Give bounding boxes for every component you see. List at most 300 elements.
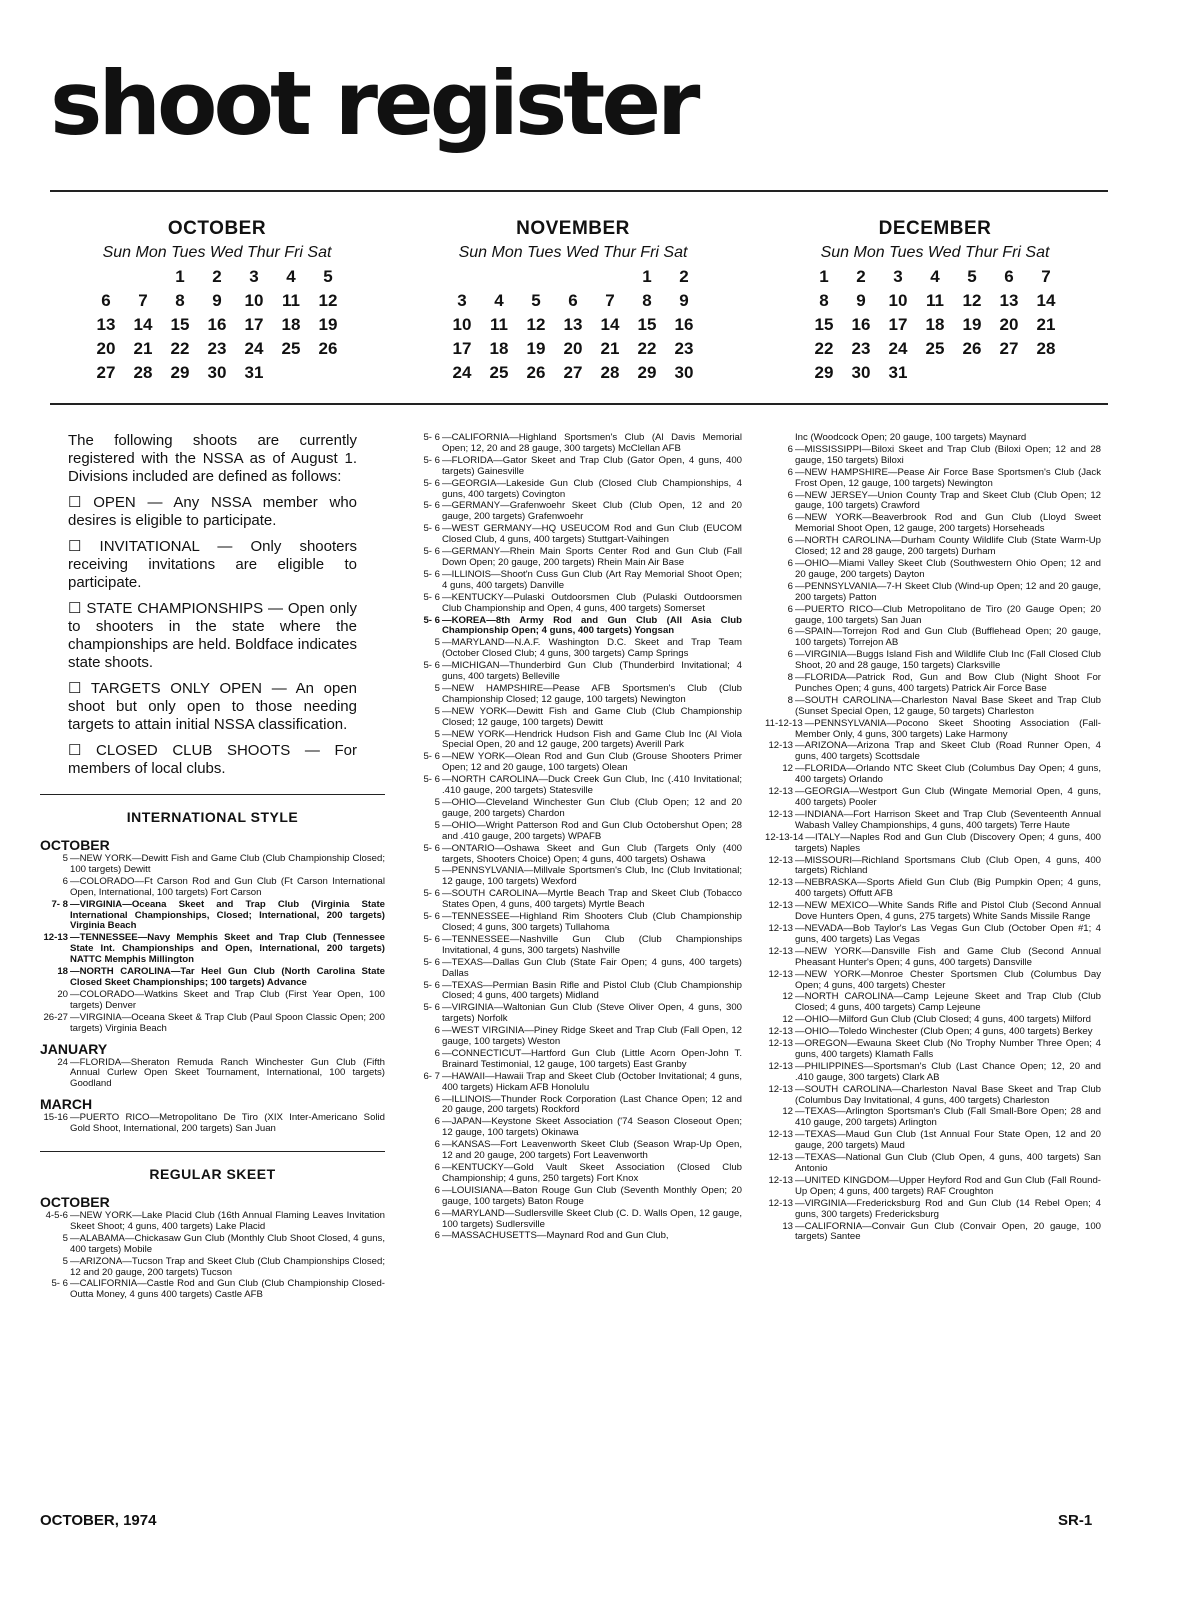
calendar-day bbox=[125, 265, 162, 289]
shoot-entry bbox=[412, 935, 742, 957]
shoot-details: —KANSAS—Fort Leavenworth Skeet Club (Season Wrap-Up Open, 12 and 20 gauge, 200 targets) Fort Leavenworth bbox=[442, 1139, 742, 1162]
calendar-day: 9 bbox=[856, 291, 866, 310]
shoot-entry bbox=[40, 1257, 385, 1279]
calendar-day: 28 bbox=[133, 363, 153, 382]
shoot-entry bbox=[412, 547, 742, 569]
shoot-date: 12-13 bbox=[768, 1083, 793, 1095]
shoot-date: 12-13 bbox=[768, 968, 793, 980]
calendar-day: 2 bbox=[679, 267, 689, 286]
shoot-entry bbox=[412, 798, 742, 820]
shoot-date: 12 bbox=[782, 763, 793, 775]
shoot-entry bbox=[412, 479, 742, 501]
shoot-date: 15-16 bbox=[43, 1112, 68, 1124]
shoot-date: 6 bbox=[434, 1093, 440, 1105]
calendar-day: 27 bbox=[563, 363, 583, 382]
shoot-date: 6 bbox=[434, 1184, 440, 1196]
shoot-date: 5- 6 bbox=[423, 454, 440, 466]
shoot-details: —NORTH CAROLINA—Durham County Wildlife Club (State Warm-Up Closed; 12 and 28 gauge, 200 targets) Durham bbox=[795, 535, 1101, 558]
division-state-championships: ☐ STATE CHAMPIONSHIPS — Open only to shooters in the state where the championships are held. Boldface indicates state shoots. bbox=[68, 600, 357, 671]
month-heading: OCTOBER bbox=[40, 1194, 110, 1211]
shoot-date: 12-13 bbox=[768, 854, 793, 866]
shoot-entry bbox=[412, 433, 742, 455]
shoot-details: —UNITED KINGDOM—Upper Heyford Rod and Gun Club (Fall Round-Up Open; 4 guns, 400 targets) RAF Croughton bbox=[795, 1174, 1101, 1197]
shoot-entry bbox=[412, 661, 742, 683]
shoot-details: —FLORIDA—Patrick Rod, Gun and Bow Club (Night Shoot For Punches Open; 4 guns, 400 targets) Patrick Air Force Base bbox=[795, 672, 1101, 694]
calendar-day: 30 bbox=[674, 363, 694, 382]
shoot-entry bbox=[765, 741, 1101, 763]
shoot-entry bbox=[765, 833, 1101, 855]
calendar-day: 14 bbox=[600, 315, 620, 334]
shoot-date: 5- 6 bbox=[423, 956, 440, 968]
shoot-date: 5- 6 bbox=[423, 568, 440, 580]
calendar-day: 18 bbox=[925, 315, 945, 334]
shoot-date: 5- 6 bbox=[423, 591, 440, 603]
calendar-day: 24 bbox=[244, 339, 264, 358]
shoot-details: —LOUISIANA—Baton Rouge Gun Club (Seventh Monthly Open; 20 gauge, 100 targets) Baton Rouge bbox=[442, 1184, 742, 1207]
shoot-entry bbox=[765, 1039, 1101, 1061]
calendar-day: 7 bbox=[1041, 267, 1051, 286]
shoot-entry bbox=[765, 468, 1101, 490]
shoot-details: —GERMANY—Grafenwoehr Skeet Club (Club Open, 12 and 20 gauge, 200 targets) Grafenwoehr bbox=[442, 500, 742, 523]
shoot-entry bbox=[412, 593, 742, 615]
calendar-day: 14 bbox=[1036, 291, 1056, 310]
shoot-date: 5- 6 bbox=[423, 888, 440, 900]
shoot-details: —ILLINOIS—Shoot'n Cuss Gun Club (Art Ray Memorial Shoot Open; 4 guns, 400 targets) Danville bbox=[442, 568, 742, 591]
calendar-day: 6 bbox=[1004, 267, 1014, 286]
shoot-entry bbox=[40, 1279, 385, 1301]
shoot-date: 4-5-6 bbox=[45, 1210, 68, 1222]
shoot-date: 5- 6 bbox=[423, 432, 440, 443]
shoot-details: —COLORADO—Watkins Skeet and Trap Club (First Year Open, 100 targets) Denver bbox=[70, 988, 385, 1011]
shoot-details: —NEVADA—Bob Taylor's Las Vegas Gun Club (October Open #1; 4 guns, 400 targets) Las Vegas bbox=[795, 922, 1101, 945]
shoot-entry bbox=[412, 912, 742, 934]
intro-paragraph: The following shoots are currently registered with the NSSA as of August 1. Divisions included are defined as follows: bbox=[68, 432, 357, 485]
shoot-entry bbox=[40, 1058, 385, 1091]
shoot-details: —NEW YORK—Beaverbrook Rod and Gun Club (Lloyd Sweet Memorial Shoot Open, 12 gauge, 200 targets) Horseheads bbox=[795, 512, 1101, 535]
shoot-date: 5- 6 bbox=[423, 660, 440, 672]
calendar-day: 16 bbox=[851, 315, 871, 334]
shoot-date: 12-13 bbox=[768, 1060, 793, 1072]
shoot-details: —TENNESSEE—Nashville Gun Club (Club Championships Invitational, 4 guns, 300 targets) Nashville bbox=[442, 933, 742, 956]
shoot-date: 24 bbox=[57, 1056, 68, 1068]
calendar-day: 13 bbox=[563, 315, 583, 334]
calendar-day: 28 bbox=[600, 363, 620, 382]
shoot-details: —VIRGINIA—Waltonian Gun Club (Steve Oliver Open, 4 guns, 300 targets) Norfolk bbox=[442, 1002, 742, 1025]
shoot-date: 12-13 bbox=[768, 1197, 793, 1209]
shoot-details: —TEXAS—Dallas Gun Club (State Fair Open; 4 guns, 400 targets) Dallas bbox=[442, 956, 742, 979]
shoot-entry bbox=[412, 1072, 742, 1094]
calendar-day: 5 bbox=[967, 267, 977, 286]
shoot-entry bbox=[412, 1117, 742, 1139]
shoot-details: —OHIO—Wright Patterson Rod and Gun Club Octobershut Open; 28 and .410 gauge, 200 targets) WPAFB bbox=[442, 819, 742, 842]
shoot-details: —NEW YORK—Monroe Chester Sportsmen Club (Columbus Day Open; 4 guns, 400 targets) Chester bbox=[795, 968, 1101, 991]
calendar-month: DECEMBER bbox=[878, 218, 992, 239]
shoot-details: —NEW JERSEY—Union County Trap and Skeet Club (Club Open; 12 gauge, 100 targets) Crawford bbox=[795, 489, 1101, 512]
calendar-day: 31 bbox=[888, 363, 908, 382]
shoot-entry bbox=[765, 673, 1101, 695]
calendar-week bbox=[88, 361, 347, 385]
calendar-day: 30 bbox=[851, 363, 871, 382]
calendar-day: 25 bbox=[489, 363, 509, 382]
calendar-day: 21 bbox=[600, 339, 620, 358]
calendar-october bbox=[82, 218, 352, 385]
shoot-date: 12-13 bbox=[768, 1174, 793, 1186]
calendar-day: 4 bbox=[494, 291, 504, 310]
shoot-date: 12-13 bbox=[768, 877, 793, 889]
shoot-details: —OREGON—Ewauna Skeet Club (No Trophy Number Three Open; 4 guns, 400 targets) Klamath Falls bbox=[795, 1038, 1101, 1060]
calendar-day: 11 bbox=[926, 291, 944, 310]
shoot-entry bbox=[412, 616, 742, 638]
shoot-details: —NEW HAMPSHIRE—Pease AFB Sportsmen's Club (Club Championship Closed; 12 gauge, 100 targets) Newington bbox=[442, 682, 742, 705]
shoot-details: —MISSISSIPPI—Biloxi Skeet and Trap Club (Biloxi Open; 12 and 28 gauge, 150 targets) Biloxi bbox=[795, 443, 1101, 466]
shoot-details: —NEW HAMPSHIRE—Pease Air Force Base Sportsmen's Club (Jack Frost Open, 12 gauge, 100 targets) Newington bbox=[795, 466, 1101, 489]
shoot-details: —ILLINOIS—Thunder Rock Corporation (Last Chance Open; 12 and 20 gauge, 200 targets) Rockford bbox=[442, 1093, 742, 1116]
shoot-date: 5 bbox=[62, 853, 68, 864]
calendar-day: 19 bbox=[526, 339, 546, 358]
shoot-details: —NEBRASKA—Sports Afield Gun Club (Big Pumpkin Open; 4 guns, 400 targets) Offutt AFB bbox=[795, 877, 1101, 900]
shoot-date: 18 bbox=[57, 966, 68, 978]
shoot-date: 6 bbox=[787, 535, 793, 547]
shoot-entry bbox=[765, 1130, 1101, 1152]
shoot-details: —OHIO—Miami Valley Skeet Club (Southwestern Ohio Open; 12 and 20 gauge, 200 targets) Dayton bbox=[795, 557, 1101, 580]
shoot-date: 6 bbox=[62, 875, 68, 887]
calendar-day: 26 bbox=[318, 339, 338, 358]
shoot-date: 12-13 bbox=[768, 945, 793, 957]
shoot-date: 6 bbox=[787, 603, 793, 615]
calendar-day: 2 bbox=[856, 267, 866, 286]
calendar-day: 20 bbox=[999, 315, 1019, 334]
calendar-day: 12 bbox=[318, 291, 338, 310]
calendar-day: 3 bbox=[457, 291, 467, 310]
column-left bbox=[40, 432, 385, 1302]
shoot-date: 5 bbox=[434, 819, 440, 831]
shoot-details: —NORTH CAROLINA—Tar Heel Gun Club (North Carolina State Closed Skeet Championships; 100 targets) Advance bbox=[70, 966, 385, 988]
calendar-day: 15 bbox=[637, 315, 657, 334]
shoot-entry bbox=[765, 1153, 1101, 1175]
calendar-day: 27 bbox=[96, 363, 116, 382]
shoot-entry bbox=[765, 627, 1101, 649]
shoot-entry bbox=[765, 901, 1101, 923]
calendar-day: 13 bbox=[999, 291, 1019, 310]
calendar-day: 1 bbox=[175, 267, 185, 286]
right-entries bbox=[765, 433, 1101, 1243]
calendar-day: 23 bbox=[207, 339, 227, 358]
shoot-details: —PENNSYLVANIA—Pocono Skeet Shooting Association (Fall-Member Only, 4 guns, 300 targets) Lake Harmony bbox=[795, 717, 1101, 740]
calendar-day: 27 bbox=[999, 339, 1019, 358]
calendar-day: 10 bbox=[244, 291, 264, 310]
calendar-day: 12 bbox=[962, 291, 982, 310]
calendar-week bbox=[444, 361, 703, 385]
shoot-date: 5- 6 bbox=[423, 933, 440, 945]
calendar-day: 29 bbox=[637, 363, 657, 382]
calendar-week bbox=[806, 361, 1065, 385]
calendar-day bbox=[1028, 361, 1065, 385]
calendar-day: 18 bbox=[489, 339, 509, 358]
calendar-day: 4 bbox=[286, 267, 296, 286]
shoot-date: 6 bbox=[787, 626, 793, 638]
shoot-details: —NEW YORK—Dewitt Fish and Game Club (Club Championship Closed; 12 gauge, 100 targets) Dewitt bbox=[442, 705, 742, 728]
calendar-day: 16 bbox=[207, 315, 227, 334]
calendar-day bbox=[444, 265, 481, 289]
section-rule bbox=[40, 794, 385, 795]
shoot-date: 12-13 bbox=[768, 922, 793, 934]
calendar-weekdays: Sun Mon Tues Wed Thur Fri Sat bbox=[458, 244, 688, 261]
shoot-details: —TENNESSEE—Navy Memphis Skeet and Trap Club (Tennessee State Int. Championships and Open, International, 200 targets) NATTC Memphis Millington bbox=[70, 932, 385, 966]
section-rule bbox=[40, 1151, 385, 1152]
top-rule bbox=[50, 190, 1108, 192]
division-invitational: ☐ INVITATIONAL — Only shooters receiving invitations are eligible to participate. bbox=[68, 538, 357, 591]
calendar-day: 7 bbox=[138, 291, 148, 310]
shoot-entry bbox=[412, 456, 742, 478]
calendar-day: 22 bbox=[637, 339, 657, 358]
shoot-entry bbox=[412, 958, 742, 980]
calendar-grid bbox=[88, 265, 347, 385]
shoot-date: 6 bbox=[434, 1230, 440, 1242]
shoot-entry bbox=[412, 1186, 742, 1208]
shoot-entry bbox=[412, 752, 742, 774]
shoot-date: 11-12-13 bbox=[765, 717, 803, 729]
calendar-day: 8 bbox=[175, 291, 185, 310]
shoot-details: —TEXAS—Maud Gun Club (1st Annual Four State Open, 12 and 20 gauge, 200 targets) Maud bbox=[795, 1129, 1101, 1152]
shoot-date: 5 bbox=[434, 682, 440, 694]
calendar-day: 25 bbox=[281, 339, 301, 358]
section-heading: REGULAR SKEET bbox=[149, 1166, 276, 1183]
shoot-entry bbox=[412, 1209, 742, 1231]
calendar-day: 29 bbox=[170, 363, 190, 382]
shoot-details: —GEORGIA—Westport Gun Club (Wingate Memorial Open, 4 guns, 400 targets) Pooler bbox=[795, 786, 1101, 808]
shoot-entry bbox=[40, 877, 385, 899]
shoot-entry bbox=[765, 445, 1101, 467]
shoot-details: —PENNSYLVANIA—Millvale Sportsmen's Club, Inc (Club Invitational; 12 gauge, 100 targets) Wexford bbox=[442, 865, 742, 888]
shoot-date: 5 bbox=[62, 1255, 68, 1267]
shoot-details: —CALIFORNIA—Castle Rod and Gun Club (Club Championship Closed-Outta Money, 4 guns 400 targets) Castle AFB bbox=[70, 1278, 385, 1301]
shoot-details: —KOREA—8th Army Rod and Gun Club (All Asia Club Championship Open; 4 guns, 400 targets) Yongsan bbox=[442, 614, 742, 637]
footer-date: OCTOBER, 1974 bbox=[40, 1512, 157, 1529]
shoot-date: 6 bbox=[434, 1207, 440, 1219]
calendar-week bbox=[444, 337, 703, 361]
shoot-date: 6 bbox=[787, 443, 793, 455]
calendar-day: 17 bbox=[244, 315, 264, 334]
calendar-week bbox=[806, 265, 1065, 289]
shoot-date: 20 bbox=[57, 988, 68, 1000]
middle-entries bbox=[412, 433, 742, 1242]
shoot-entry bbox=[412, 1026, 742, 1048]
calendar-week bbox=[88, 313, 347, 337]
shoot-details: —TENNESSEE—Highland Rim Shooters Club (Club Championship Closed; 4 guns, 300 targets) Tullahoma bbox=[442, 911, 742, 933]
section-heading: INTERNATIONAL STYLE bbox=[126, 809, 299, 825]
calendar-day bbox=[917, 361, 954, 385]
shoot-entry bbox=[765, 650, 1101, 672]
calendar-day: 19 bbox=[318, 315, 338, 334]
shoot-date: 5 bbox=[434, 797, 440, 808]
shoot-date: 6 bbox=[787, 580, 793, 592]
shoot-entry bbox=[765, 878, 1101, 900]
shoot-date: 6 bbox=[787, 466, 793, 478]
shoot-details: —SOUTH CAROLINA—Myrtle Beach Trap and Skeet Club (Tobacco States Open, 4 guns, 400 targets) Myrtle Beach bbox=[442, 888, 742, 911]
shoot-details: —WEST GERMANY—HQ USEUCOM Rod and Gun Club (EUCOM Closed Club, 4 guns, 400 targets) Stuttgart-Vaihingen bbox=[442, 523, 742, 546]
shoot-date: 5- 6 bbox=[423, 500, 440, 512]
shoot-date: 8 bbox=[787, 672, 793, 684]
shoot-details: —SOUTH CAROLINA—Charleston Naval Base Skeet and Trap Club (Columbus Day Invitational, 4 guns, 400 targets) Charleston bbox=[795, 1083, 1101, 1106]
shoot-details: —FLORIDA—Orlando NTC Skeet Club (Columbus Day Open; 4 guns, 400 targets) Orlando bbox=[795, 763, 1101, 786]
calendar-day bbox=[592, 265, 629, 289]
shoot-date: 5 bbox=[434, 637, 440, 649]
calendar-day: 20 bbox=[563, 339, 583, 358]
division-closed-club: ☐ CLOSED CLUB SHOOTS — For members of local clubs. bbox=[68, 742, 357, 777]
shoot-details: —VIRGINIA—Buggs Island Fish and Wildlife Club Inc (Fall Closed Club Shoot, 20 and 28 gauge, 150 targets) Clarksville bbox=[795, 649, 1101, 672]
shoot-entry bbox=[765, 1222, 1101, 1244]
shoot-date: 5- 6 bbox=[423, 523, 440, 535]
calendar-day: 24 bbox=[452, 363, 472, 382]
shoot-date: 5- 6 bbox=[423, 842, 440, 854]
shoot-entry bbox=[412, 570, 742, 592]
calendar-december bbox=[800, 218, 1070, 385]
shoot-date: 5- 6 bbox=[423, 911, 440, 923]
calendar-day: 9 bbox=[212, 291, 222, 310]
column-middle bbox=[412, 432, 742, 1243]
shoot-details: —SPAIN—Torrejon Rod and Gun Club (Bufflehead Open; 20 gauge, 100 targets) Torrejon AB bbox=[795, 626, 1101, 649]
calendar-day: 1 bbox=[642, 267, 652, 286]
shoot-entry bbox=[765, 1085, 1101, 1107]
shoot-entry bbox=[765, 992, 1101, 1014]
calendar-day: 22 bbox=[170, 339, 190, 358]
calendar-day: 26 bbox=[962, 339, 982, 358]
shoot-date: 12-13 bbox=[768, 786, 793, 798]
shoot-entry bbox=[40, 967, 385, 989]
shoot-details: —GERMANY—Rhein Main Sports Center Rod and Gun Club (Fall Down Open; 20 gauge, 200 targets) Rhein Main Air Base bbox=[442, 546, 742, 568]
shoot-entry bbox=[412, 707, 742, 729]
shoot-details: —MARYLAND—Sudlersville Skeet Club (C. D. Walls Open, 12 gauge, 100 targets) Sudlersville bbox=[442, 1207, 742, 1230]
shoot-date: 5- 6 bbox=[423, 979, 440, 991]
month-heading: JANUARY bbox=[40, 1040, 108, 1057]
shoot-date: 12 bbox=[782, 1106, 793, 1118]
shoot-entry bbox=[765, 764, 1101, 786]
shoot-entry bbox=[412, 821, 742, 843]
footer-page-number: SR-1 bbox=[1058, 1512, 1093, 1529]
shoot-details: —WEST VIRGINIA—Piney Ridge Skeet and Trap Club (Fall Open, 12 gauge, 100 targets) Weston bbox=[442, 1025, 742, 1048]
calendar-week bbox=[806, 337, 1065, 361]
shoot-entry bbox=[40, 854, 385, 876]
calendar-day: 25 bbox=[925, 339, 945, 358]
calendar-day: 5 bbox=[323, 267, 333, 286]
shoot-details: —KENTUCKY—Pulaski Outdoorsmen Club (Pulaski Outdoorsmen Club Championship and Open, 4 guns, 400 targets) Somerset bbox=[442, 591, 742, 614]
calendar-day bbox=[481, 265, 518, 289]
calendar-day: 31 bbox=[244, 363, 264, 382]
calendar-week bbox=[88, 265, 347, 289]
shoot-entry bbox=[412, 775, 742, 797]
shoot-details: —NEW YORK—Hendrick Hudson Fish and Game Club Inc (Al Viola Special Open, 20 and 12 gauge, 200 targets) Averill Park bbox=[442, 728, 742, 751]
calendar-day bbox=[991, 361, 1028, 385]
shoot-entry bbox=[40, 1013, 385, 1035]
shoot-entry bbox=[765, 787, 1101, 809]
calendar-day: 17 bbox=[888, 315, 908, 334]
shoot-date: 6 bbox=[787, 489, 793, 501]
shoot-entry bbox=[40, 1211, 385, 1233]
shoot-entry bbox=[412, 1095, 742, 1117]
shoot-entry bbox=[765, 947, 1101, 969]
shoot-date: 6 bbox=[434, 1139, 440, 1151]
shoot-entry bbox=[765, 1107, 1101, 1129]
calendar-day: 10 bbox=[452, 315, 472, 334]
calendar-week bbox=[88, 337, 347, 361]
shoot-entry bbox=[40, 1113, 385, 1135]
calendar-week bbox=[806, 289, 1065, 313]
calendar-day: 3 bbox=[249, 267, 259, 286]
shoot-date: 12-13 bbox=[768, 740, 793, 752]
shoot-details: —CALIFORNIA—Convair Gun Club (Convair Open, 20 gauge, 100 targets) Santee bbox=[795, 1220, 1101, 1243]
shoot-details: —NORTH CAROLINA—Camp Lejeune Skeet and Trap Club (Club Closed; 4 guns, 400 targets) Camp Lejeune bbox=[795, 991, 1101, 1014]
calendar-day: 13 bbox=[96, 315, 116, 334]
shoot-entry bbox=[765, 605, 1101, 627]
calendar-week bbox=[88, 289, 347, 313]
shoot-entry bbox=[412, 866, 742, 888]
shoot-details: —SOUTH CAROLINA—Charleston Naval Base Skeet and Trap Club (Sunset Special Open, 12 gauge, 50 targets) Charleston bbox=[795, 694, 1101, 717]
shoot-entry bbox=[765, 810, 1101, 832]
shoot-details: —OHIO—Milford Gun Club (Club Closed; 4 guns, 400 targets) Milford bbox=[795, 1014, 1091, 1026]
shoot-details: —CALIFORNIA—Highland Sportsmen's Club (Al Davis Memorial Open; 12, 20 and 28 gauge, 300 targets) McClellan AFB bbox=[442, 432, 742, 454]
shoot-details: —TEXAS—Arlington Sportsman's Club (Fall Small-Bore Open; 28 and 410 gauge, 200 targets) Arlington bbox=[795, 1106, 1101, 1129]
shoot-details: —ALABAMA—Chickasaw Gun Club (Monthly Club Shoot Closed, 4 guns, 400 targets) Mobile bbox=[70, 1232, 385, 1255]
shoot-details: —VIRGINIA—Oceana Skeet and Trap Club (Virginia State International Championships, Closed; International, 200 targets) Virginia Beach bbox=[70, 898, 385, 932]
calendar-week bbox=[444, 289, 703, 313]
left-entries bbox=[40, 794, 385, 1301]
calendar-day: 5 bbox=[531, 291, 541, 310]
calendar-november bbox=[438, 218, 708, 385]
shoot-entry bbox=[765, 970, 1101, 992]
calendar-day bbox=[273, 361, 310, 385]
calendar-day: 10 bbox=[888, 291, 908, 310]
shoot-details: —NEW YORK—Olean Rod and Gun Club (Grouse Shooters Primer Open; 12 and 20 gauge, 100 targets) Olean bbox=[442, 751, 742, 774]
calendar-day: 29 bbox=[814, 363, 834, 382]
calendar-week bbox=[444, 265, 703, 289]
calendar-day: 2 bbox=[212, 267, 222, 286]
shoot-date: 12 bbox=[782, 991, 793, 1003]
shoot-date: 5 bbox=[434, 865, 440, 877]
shoot-date: 5 bbox=[434, 728, 440, 740]
shoot-date: 6 bbox=[787, 649, 793, 661]
calendar-grid bbox=[806, 265, 1065, 385]
calendar-day: 3 bbox=[893, 267, 903, 286]
shoot-entry bbox=[765, 1176, 1101, 1198]
shoot-details: —TEXAS—National Gun Club (Club Open, 4 guns, 400 targets) San Antonio bbox=[795, 1152, 1101, 1174]
shoot-details: —OHIO—Cleveland Winchester Gun Club (Club Open; 12 and 20 gauge, 200 targets) Chardon bbox=[442, 797, 742, 819]
shoot-date: 6 bbox=[787, 512, 793, 524]
shoot-entry bbox=[765, 1015, 1101, 1026]
shoot-date: 12-13-14 bbox=[765, 831, 804, 843]
shoot-entry bbox=[765, 696, 1101, 718]
column-right bbox=[765, 432, 1101, 1244]
shoot-date: 5- 6 bbox=[423, 614, 440, 626]
shoot-date: 6 bbox=[787, 557, 793, 569]
shoot-entry bbox=[412, 1003, 742, 1025]
shoot-details: —ONTARIO—Oshawa Skeet and Gun Club (Targets Only (400 targets, Shooters Choice) Open; 4 guns, 400 targets) Oshawa bbox=[442, 842, 742, 865]
calendar-day: 11 bbox=[490, 315, 508, 334]
shoot-date: 5- 6 bbox=[423, 774, 440, 786]
shoot-entry bbox=[765, 1027, 1101, 1038]
shoot-details: —GEORGIA—Lakeside Gun Club (Closed Club Championships, 4 guns, 400 targets) Covington bbox=[442, 477, 742, 500]
shoot-date: 13 bbox=[782, 1220, 793, 1232]
shoot-details: —ITALY—Naples Rod and Gun Club (Discovery Open; 4 guns, 400 targets) Naples bbox=[795, 831, 1101, 854]
calendar-month: OCTOBER bbox=[167, 218, 267, 239]
shoot-date: 5 bbox=[62, 1232, 68, 1244]
calendar-day: 21 bbox=[133, 339, 153, 358]
calendar-day: 9 bbox=[679, 291, 689, 310]
division-open: ☐ OPEN — Any NSSA member who desires is eligible to participate. bbox=[68, 494, 357, 529]
shoot-entry bbox=[412, 1049, 742, 1071]
calendar-day: 8 bbox=[642, 291, 652, 310]
calendar-grid bbox=[444, 265, 703, 385]
calendar-week bbox=[806, 313, 1065, 337]
